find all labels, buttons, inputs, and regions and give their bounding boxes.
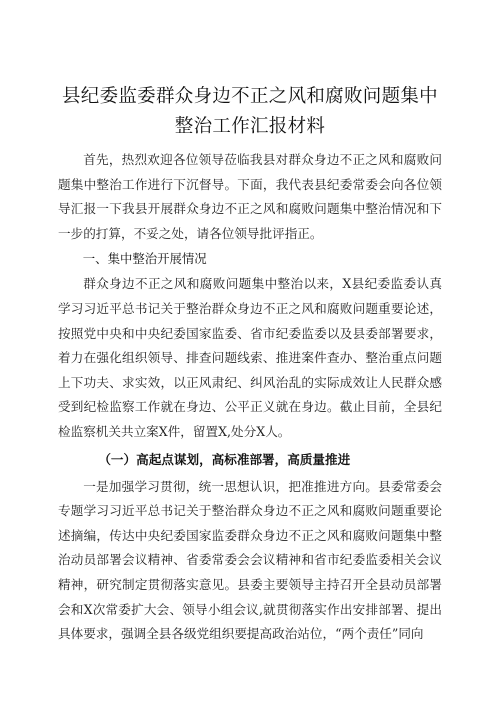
subsection-heading: （一）高起点谋划，高标准部署，高质量推进 <box>98 451 351 467</box>
title-line-2: 整治工作汇报材料 <box>174 116 326 137</box>
section-heading: 一、集中整治开展情况 <box>82 251 207 267</box>
intro-paragraph: 首先，热烈欢迎各位领导莅临我县对群众身边不正之风和腐败问题集中整治工作进行下沉督导。下面，我代表县纪委常委会向各位领导汇报一下我县开展群众身边不正之风和腐败问题集中整治情况和下一步的打算，不妥之处，请各位领导批评指正。 <box>58 152 442 241</box>
document-title <box>58 0 442 142</box>
section-body-paragraph: 群众身边不正之风和腐败问题集中整治以来，X县纪委监委认真学习习近平总书记关于整治群众身边不正之风和腐败问题重要论述，按照党中央和中央纪委国家监委、省市纪委监委以及县委部署要求，着力在强化组织领导、排查问题线索、推进案件查办、整治重点问题上下功夫、求实效，以正风肃纪、纠风治乱的实际成效让人民群众感受到纪检监察工作就在身边、公平正义就在身边。截止目前，全县纪检监察机关共立案X件，留置X,处分X人。 <box>58 276 442 439</box>
title-line-1: 县纪委监委群众身边不正之风和腐败问题集中 <box>61 86 438 107</box>
subsection-body-paragraph: 一是加强学习贯彻，统一思想认识，把准推进方向。县委常委会专题学习习近平总书记关于整治群众身边不正之风和腐败问题重要论述摘编，传达中央纪委国家监委群众身边不正之风和腐败问题集中整治动员部署会议精神、省委常委会会议精神和省市纪委监委相关会议精神，研究制定贯彻落实意见。县委主要领导主持召开全县动员部署会和X次常委扩大会、领导小组会议,就贯彻落实作出安排部署、提出具体要求，强调全县各级党组织要提高政治站位，“两个责任”同向 <box>58 478 442 642</box>
